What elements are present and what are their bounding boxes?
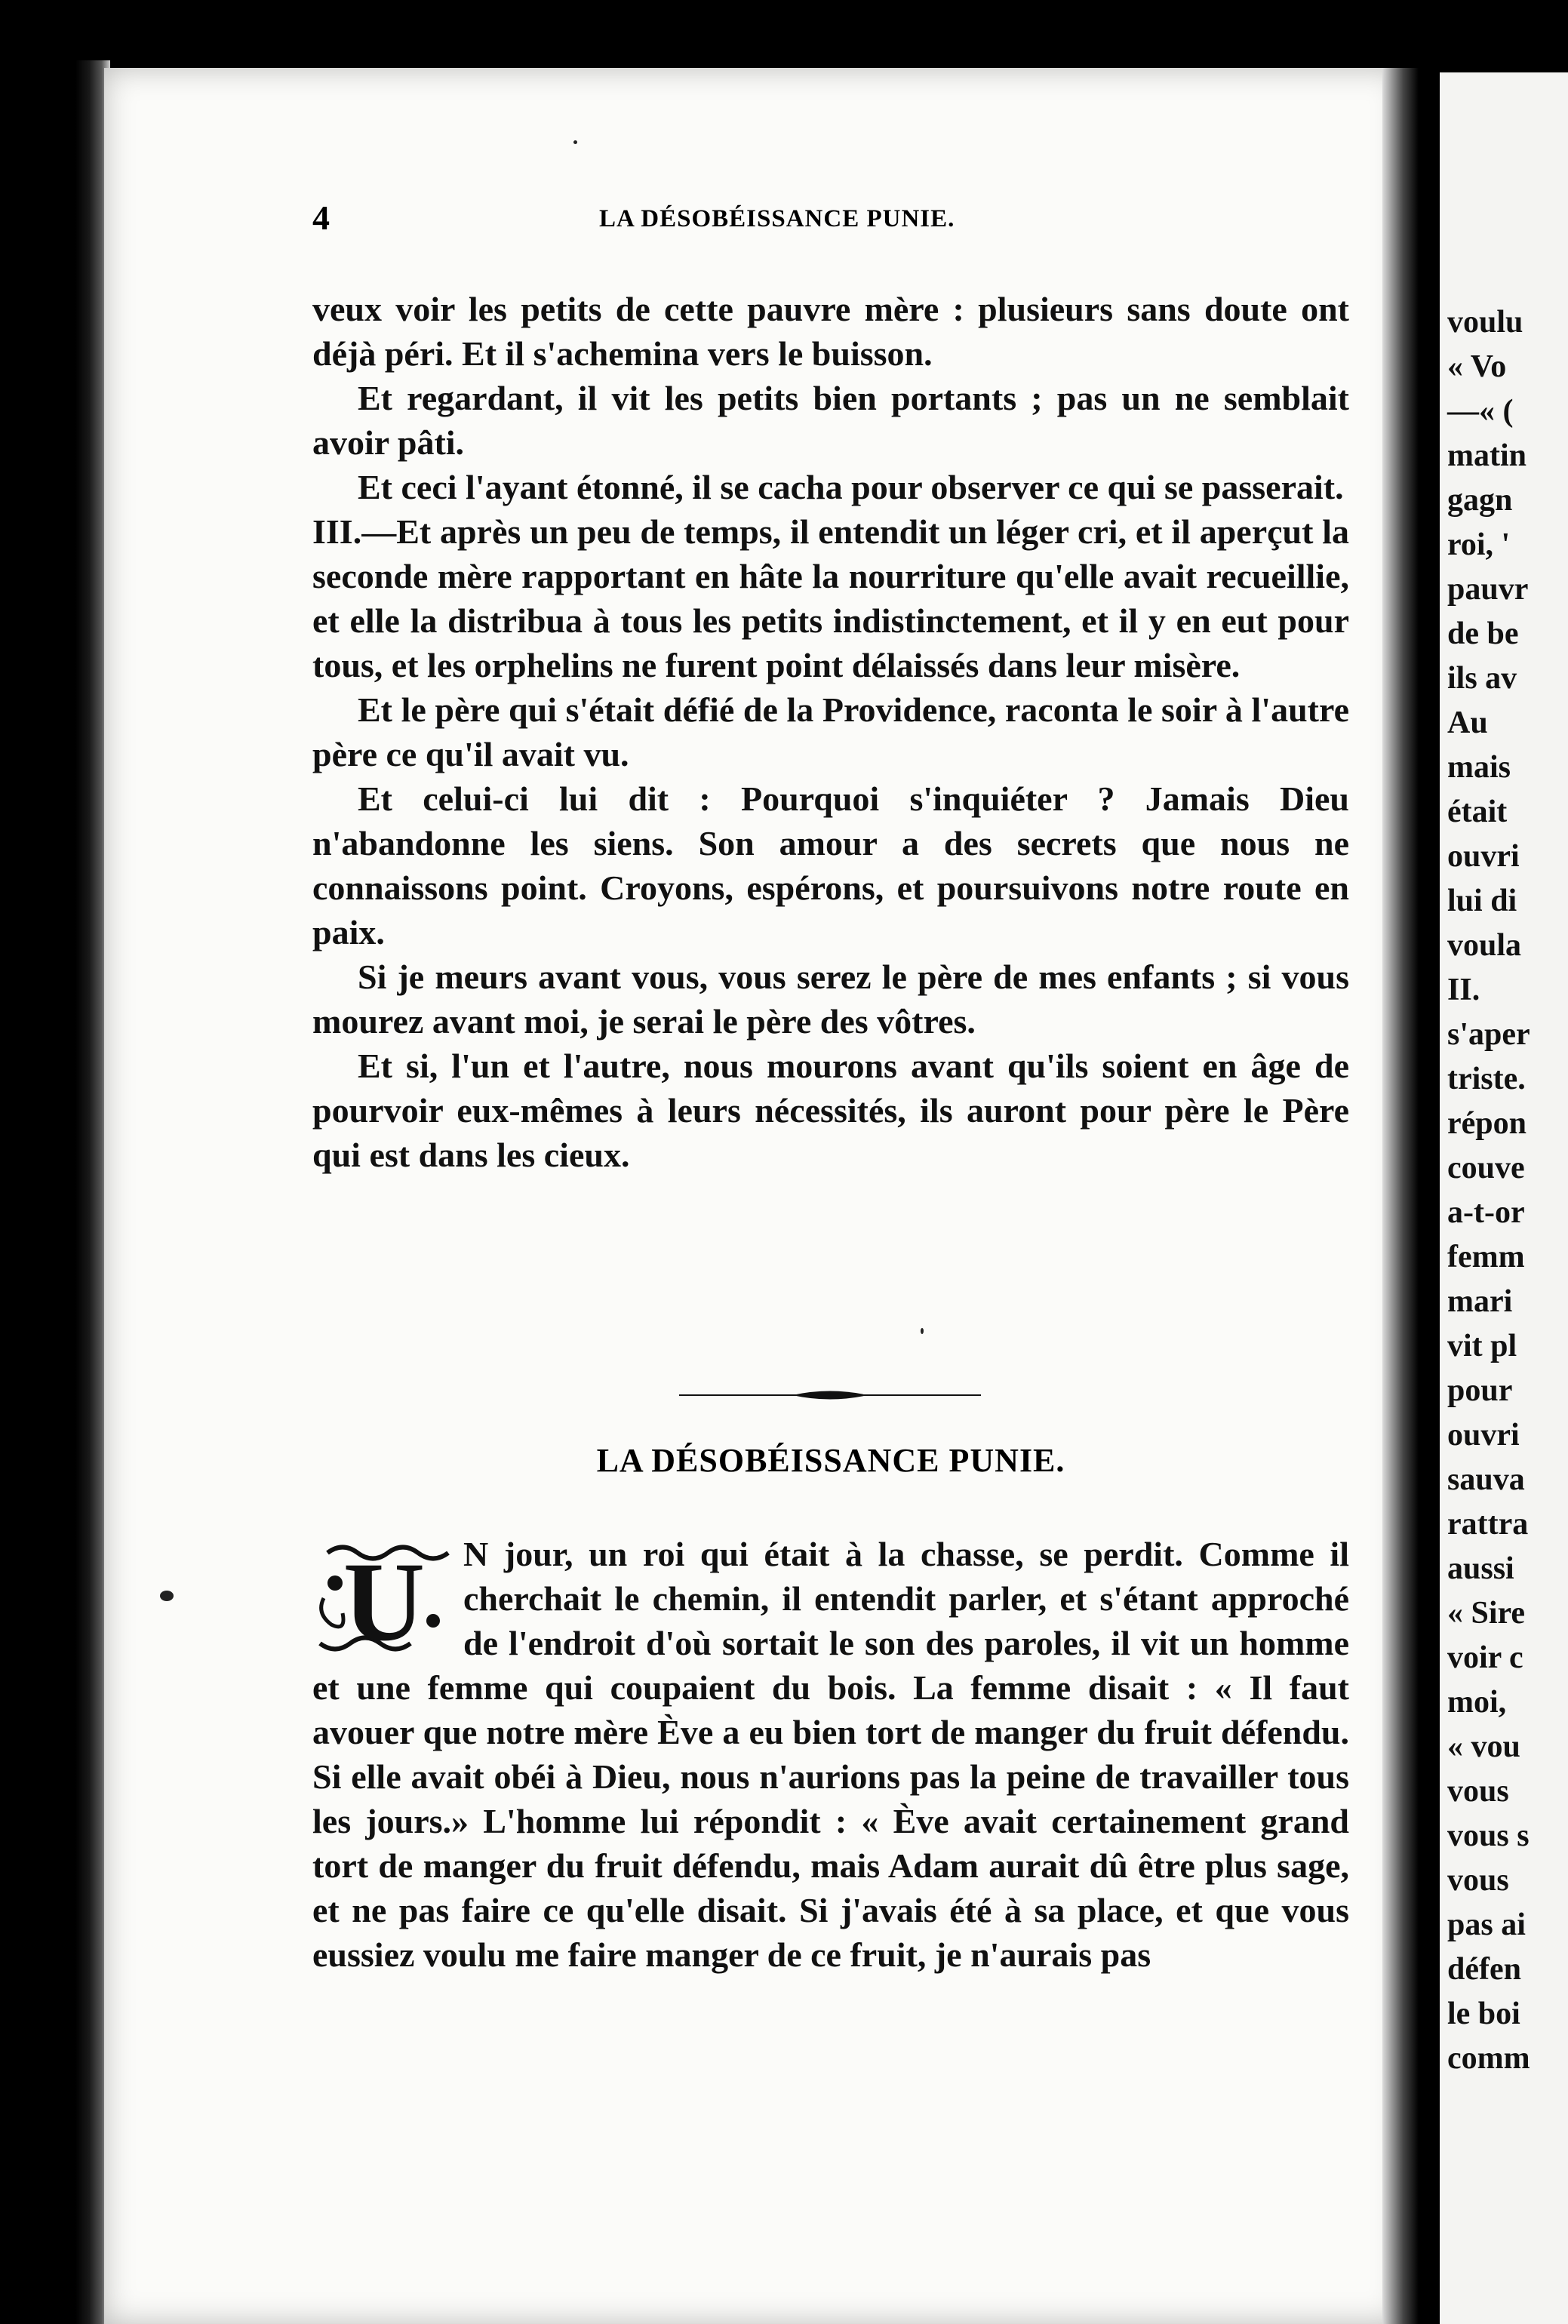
- adjacent-page-line: voir c: [1447, 1640, 1523, 1675]
- adjacent-page-line: « Sire: [1447, 1596, 1526, 1631]
- scan-border-top: [0, 0, 1568, 68]
- adjacent-page-line: moi,: [1447, 1685, 1507, 1720]
- adjacent-page-line: « Vo: [1447, 349, 1507, 384]
- adjacent-page-line: gagn: [1447, 483, 1513, 518]
- scan-speck: [160, 1591, 174, 1601]
- scan-speck: [573, 140, 577, 144]
- first-word-rest: N: [463, 1535, 489, 1573]
- adjacent-page-line: s'aper: [1447, 1017, 1530, 1052]
- adjacent-page-line: ils av: [1447, 661, 1517, 696]
- paragraph: veux voir les petits de cette pauvre mère : plusieurs sans doute ont déjà péri. Et il s'achemina vers le buisson.: [312, 290, 1349, 373]
- adjacent-page-line: de be: [1447, 616, 1519, 651]
- dropcap-letter: U: [343, 1539, 426, 1658]
- adjacent-page-line: voulu: [1447, 305, 1523, 340]
- paragraph: Et si, l'un et l'autre, nous mourons avant qu'ils soient en âge de pourvoir eux-mêmes à leurs nécessités, ils auront pour père le Père qui est dans les cieux.: [312, 1047, 1349, 1174]
- adjacent-page-line: matin: [1447, 438, 1526, 473]
- adjacent-page-line: pas ai: [1447, 1907, 1526, 1942]
- adjacent-page-line: voula: [1447, 928, 1522, 963]
- paragraph: Et celui-ci lui dit : Pourquoi s'inquiéter ? Jamais Dieu n'abandonne les siens. Son amour a des secrets que nous ne connaissons point. Croyons, espérons, et poursuivons notre route en paix.: [312, 779, 1349, 951]
- page-number: 4: [312, 198, 330, 237]
- opening-paragraph: [312, 1532, 1349, 1977]
- adjacent-page-fragment: [1440, 72, 1568, 2324]
- body-text: [312, 287, 1349, 1177]
- adjacent-page-line: rattra: [1447, 1507, 1529, 1542]
- adjacent-page-line: vous: [1447, 1774, 1509, 1809]
- adjacent-page-line: vit pl: [1447, 1329, 1517, 1363]
- adjacent-page-line: pauvr: [1447, 572, 1529, 607]
- decorated-initial-icon: [312, 1538, 456, 1658]
- adjacent-page-line: comm: [1447, 2041, 1530, 2076]
- adjacent-page-line: femm: [1447, 1240, 1525, 1274]
- adjacent-page-line: a-t-or: [1447, 1195, 1525, 1230]
- ornamental-divider: [679, 1387, 981, 1403]
- adjacent-page-line: couve: [1447, 1151, 1525, 1185]
- section-text: [312, 1532, 1349, 1977]
- section-title: LA DÉSOBÉISSANCE PUNIE.: [596, 1442, 1065, 1479]
- scan-speck: [921, 1328, 924, 1334]
- adjacent-page-line: ouvri: [1447, 1418, 1520, 1452]
- adjacent-page-line: ouvri: [1447, 839, 1520, 874]
- adjacent-page-line: « vou: [1447, 1729, 1520, 1764]
- adjacent-page-line: était: [1447, 795, 1508, 829]
- adjacent-page-line: vous s: [1447, 1818, 1530, 1853]
- paragraph: III.—Et après un peu de temps, il entendit un léger cri, et il aperçut la seconde mère rapportant en hâte la nourriture qu'elle avait recueillie, et elle la distribua à tous les petits indistinctement, et il y en eut pour tous, et les orphelins ne furent point délaissés dans leur misère.: [312, 512, 1349, 684]
- adjacent-page-line: triste.: [1447, 1062, 1526, 1096]
- running-head: [312, 198, 1349, 243]
- paragraph: Et le père qui s'était défié de la Providence, raconta le soir à l'autre père ce qu'il avait vu.: [312, 690, 1349, 773]
- adjacent-page-line: défen: [1447, 1952, 1521, 1987]
- adjacent-page-line: pour: [1447, 1373, 1513, 1408]
- adjacent-page-line: mais: [1447, 750, 1511, 785]
- paragraph: Et regardant, il vit les petits bien portants ; pas un ne semblait avoir pâti.: [312, 379, 1349, 462]
- adjacent-page-line: vous: [1447, 1863, 1509, 1898]
- adjacent-page-line: mari: [1447, 1284, 1513, 1319]
- adjacent-page-line: roi, ': [1447, 527, 1511, 562]
- adjacent-page-line: aussi: [1447, 1551, 1514, 1586]
- paragraph-text: jour, un roi qui était à la chasse, se perdit. Comme il cherchait le chemin, il entendit parler, et s'étant approché de l'endroit d'où sortait le son des paroles, il vit un homme et une femme qui coupaient du bois. La femme disait : « Il faut avouer que notre mère Ève a eu bien tort de manger du fruit défendu. Si elle avait obéi à Dieu, nous n'aurions pas la peine de travailler tous les jours.» L'homme lui répondit : « Ève avait certainement grand tort de manger du fruit défendu, mais Adam aurait dû être plus sage, et ne pas faire ce qu'elle disait. Si j'avais été à sa place, et que vous eussiez voulu me faire manger de ce fruit, je n'aurais pas: [312, 1535, 1349, 1974]
- paragraph: Si je meurs avant vous, vous serez le père de mes enfants ; si vous mourez avant moi, je serai le père des vôtres.: [312, 958, 1349, 1041]
- running-title: LA DÉSOBÉISSANCE PUNIE.: [599, 205, 955, 232]
- page-gutter: [1382, 68, 1443, 2324]
- adjacent-page-line: le boi: [1447, 1997, 1520, 2031]
- adjacent-page-line: répon: [1447, 1106, 1526, 1141]
- adjacent-page-line: II.: [1447, 973, 1480, 1007]
- adjacent-page-line: lui di: [1447, 884, 1517, 918]
- paragraph: Et ceci l'ayant étonné, il se cacha pour observer ce qui se passerait.: [358, 468, 1344, 506]
- adjacent-page-line: —« (: [1447, 394, 1514, 429]
- adjacent-page-line: sauva: [1447, 1462, 1525, 1497]
- adjacent-page-line: Au: [1447, 706, 1488, 740]
